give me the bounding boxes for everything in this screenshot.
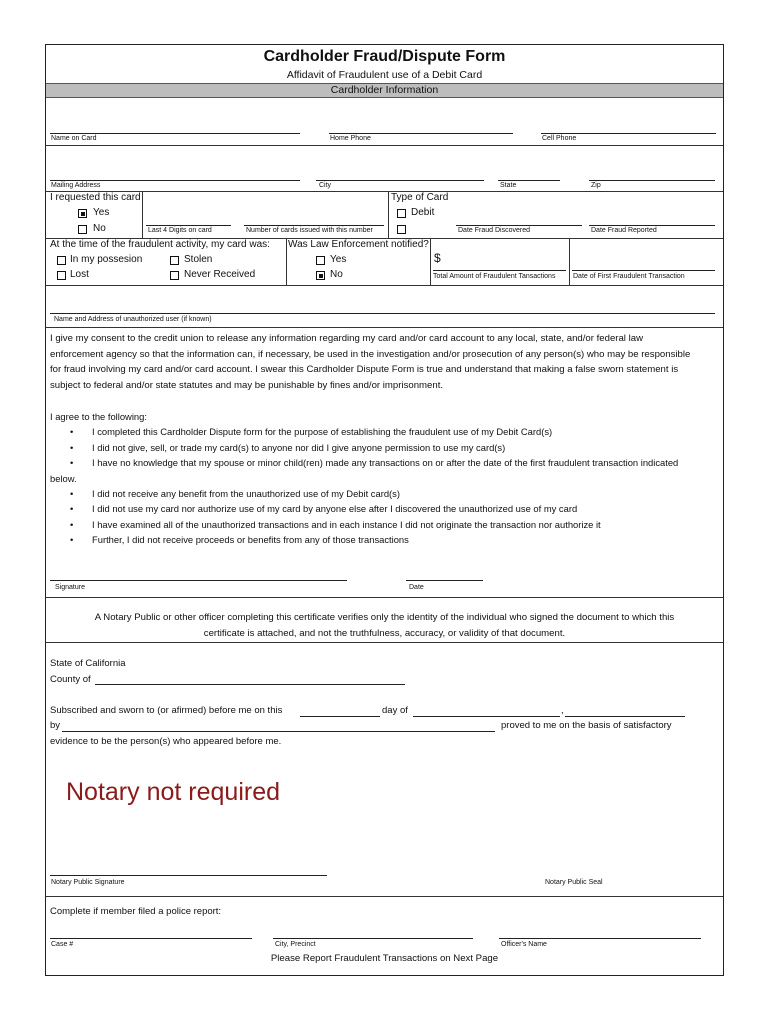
- agreement-continuation: below.: [50, 472, 77, 484]
- divider: [46, 145, 723, 146]
- agreement-item: • Further, I did not receive proceeds or benefits from any of those transactions: [50, 532, 726, 547]
- consent-line: enforcement agency so that the information can, if necessary, be used in the investigation and/or prosecution of any person(s) who may be responsible: [50, 348, 691, 360]
- county-of-label: County of: [50, 674, 91, 685]
- stolen-label: Stolen: [184, 254, 213, 265]
- county-line[interactable]: [95, 684, 405, 685]
- agreement-item: • I have no knowledge that my spouse or minor child(ren) made any transactions on or after the date of the first fraudulent transaction indicated: [50, 455, 726, 470]
- first-date-label: Date of First Fraudulent Transaction: [573, 273, 685, 280]
- comma-text: ,: [561, 705, 564, 716]
- mailing-address-line[interactable]: [50, 180, 300, 181]
- divider: [142, 191, 143, 238]
- divider: [430, 238, 431, 285]
- bullet-icon: •: [70, 426, 74, 438]
- proved-text: proved to me on the basis of satisfactory: [501, 720, 672, 731]
- cardholder-fraud-form: [45, 44, 724, 976]
- evidence-text: evidence to be the person(s) who appeared before me.: [50, 736, 282, 747]
- date-discovered-line[interactable]: [456, 225, 582, 226]
- bullet-icon: •: [70, 488, 74, 500]
- first-date-line[interactable]: [572, 270, 715, 271]
- form-title: Cardholder Fraud/Dispute Form: [263, 48, 506, 65]
- activity-label: At the time of the fraudulent activity, my card was:: [50, 239, 270, 250]
- name-on-card-line[interactable]: [50, 133, 300, 134]
- agreement-item: • I did not receive any benefit from the unauthorized use of my Debit card(s): [50, 486, 726, 501]
- notary-notice-line: certificate is attached, and not the truthfulness, accuracy, or validity of that document.: [203, 628, 566, 639]
- divider: [46, 896, 723, 897]
- requested-yes-label: Yes: [93, 207, 110, 218]
- police-report-intro: Complete if member filed a police report:: [50, 906, 222, 917]
- officer-name-line[interactable]: [499, 938, 701, 939]
- date-line[interactable]: [406, 580, 483, 581]
- city-precinct-label: City, Precinct: [275, 941, 316, 948]
- notary-seal-label: Notary Public Seal: [545, 879, 603, 886]
- card-type-label: Type of Card: [391, 192, 449, 203]
- officer-name-label: Officer's Name: [501, 941, 547, 948]
- state-line[interactable]: [498, 180, 560, 181]
- law-no-label: No: [330, 269, 343, 280]
- requested-no-checkbox[interactable]: [78, 225, 87, 234]
- unauthorized-user-line[interactable]: [50, 313, 715, 314]
- never-received-checkbox[interactable]: [170, 271, 179, 280]
- mailing-address-label: Mailing Address: [51, 182, 101, 189]
- agreement-intro: I agree to the following:: [50, 411, 147, 422]
- notary-notice-line: A Notary Public or other officer completing this certificate verifies only the identity of the individual who signed the document to which this: [94, 612, 675, 623]
- signature-label: Signature: [55, 584, 85, 591]
- date-label: Date: [409, 584, 424, 591]
- signature-line[interactable]: [50, 580, 347, 581]
- divider: [46, 285, 723, 286]
- city-line[interactable]: [316, 180, 484, 181]
- bullet-icon: •: [70, 503, 74, 515]
- dollar-sign: $: [434, 251, 441, 265]
- divider: [46, 642, 723, 643]
- law-enforcement-label: Was Law Enforcement notified?: [288, 239, 429, 250]
- cell-phone-line[interactable]: [541, 133, 716, 134]
- never-received-label: Never Received: [184, 269, 256, 280]
- subscribed-day-line[interactable]: [300, 716, 380, 717]
- bullet-icon: •: [70, 441, 74, 453]
- total-amount-label: Total Amount of Fraudulent Tansactions: [433, 273, 556, 280]
- state-of-california: State of California: [50, 658, 126, 669]
- city-label: City: [319, 182, 332, 189]
- by-line[interactable]: [62, 731, 495, 732]
- debit-checkbox[interactable]: [397, 209, 406, 218]
- year-line[interactable]: [565, 716, 685, 717]
- possession-checkbox[interactable]: [57, 256, 66, 265]
- agreement-item: • I did not use my card nor authorize use of my card by anyone else after I discovered the unauthorized use of my card: [50, 501, 726, 516]
- divider: [46, 191, 723, 192]
- section-band-cardholder-info: Cardholder Information: [46, 83, 723, 98]
- by-text: by: [50, 720, 61, 731]
- zip-line[interactable]: [589, 180, 715, 181]
- requested-yes-checkbox[interactable]: [78, 209, 87, 218]
- consent-line: subject to federal and/or state statutes and may be punishable by fines and/or imprisonment.: [50, 379, 444, 391]
- stolen-checkbox[interactable]: [170, 256, 179, 265]
- home-phone-label: Home Phone: [330, 135, 371, 142]
- agreement-list: [50, 409, 726, 548]
- possession-label: In my possesion: [70, 254, 143, 265]
- cell-phone-label: Cell Phone: [542, 135, 577, 142]
- agreement-item: • I did not give, sell, or trade my card(s) to anyone nor did I give anyone permission to use my card(s): [50, 440, 726, 455]
- agreement-item: • I completed this Cardholder Dispute form for the purpose of establishing the fraudulent use of my Debit Card(s): [50, 424, 726, 439]
- consent-paragraph: [50, 331, 722, 393]
- case-number-line[interactable]: [50, 938, 252, 939]
- law-yes-checkbox[interactable]: [316, 256, 325, 265]
- requested-no-label: No: [93, 223, 106, 234]
- divider: [569, 238, 570, 285]
- num-cards-line[interactable]: [244, 225, 384, 226]
- last4-label: Last 4 Digits on card: [148, 227, 212, 234]
- law-no-checkbox[interactable]: [316, 271, 325, 280]
- lost-label: Lost: [70, 269, 89, 280]
- month-line[interactable]: [413, 716, 560, 717]
- date-reported-line[interactable]: [589, 225, 715, 226]
- last4-line[interactable]: [146, 225, 231, 226]
- debit-second-checkbox[interactable]: [397, 225, 406, 234]
- law-yes-label: Yes: [330, 254, 347, 265]
- bullet-icon: •: [70, 457, 74, 469]
- debit-label: Debit: [411, 207, 435, 218]
- consent-line: I give my consent to the credit union to release any information regarding my card and/or card account to any local, state, and/or federal law: [50, 333, 644, 344]
- home-phone-line[interactable]: [329, 133, 513, 134]
- zip-label: Zip: [591, 182, 601, 189]
- num-cards-label: Number of cards issued with this number: [246, 227, 373, 234]
- date-reported-label: Date Fraud Reported: [591, 227, 657, 234]
- unauthorized-user-label: Name and Address of unauthorized user (if known): [54, 316, 212, 323]
- form-subtitle: Affidavit of Fraudulent use of a Debit Card: [286, 69, 483, 81]
- date-discovered-label: Date Fraud Discovered: [458, 227, 530, 234]
- divider: [388, 191, 389, 238]
- name-on-card-label: Name on Card: [51, 135, 97, 142]
- bullet-icon: •: [70, 534, 74, 546]
- day-of-text: day of: [382, 705, 408, 716]
- requested-card-label: I requested this card: [50, 192, 141, 203]
- lost-checkbox[interactable]: [57, 271, 66, 280]
- divider: [46, 597, 723, 598]
- bullet-icon: •: [70, 518, 74, 530]
- notary-signature-label: Notary Public Signature: [51, 879, 125, 886]
- city-precinct-line[interactable]: [273, 938, 473, 939]
- case-number-label: Case #: [51, 941, 74, 948]
- notary-signature-line[interactable]: [50, 875, 327, 876]
- consent-line: for fraud involving my card and/or card account. I swear this Cardholder Dispute Form is true and understand that making a false sworn statement is: [50, 364, 679, 376]
- total-amount-line[interactable]: [433, 270, 566, 271]
- subscribed-text: Subscribed and sworn to (or afirmed) before me on this: [50, 705, 283, 716]
- agreement-item: • I have examined all of the unauthorized transactions and in each instance I did not originate the transaction nor authorize it: [50, 517, 726, 532]
- state-label: State: [500, 182, 517, 189]
- footer-note: Please Report Fraudulent Transactions on Next Page: [270, 953, 499, 964]
- divider: [286, 238, 287, 285]
- notary-not-required-stamp: Notary not required: [66, 778, 281, 806]
- divider: [46, 327, 723, 328]
